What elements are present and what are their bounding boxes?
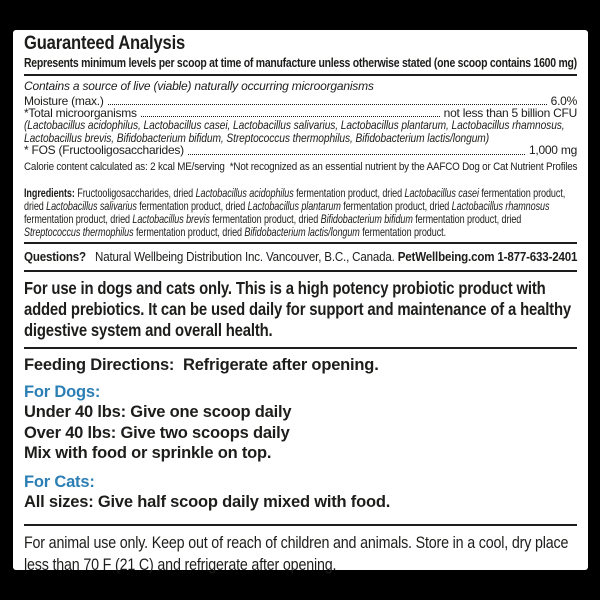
text-segment: PetWellbeing.com 1-877-633-2401 [397,249,578,265]
microorganism-species-list: (Lactobacillus acidophilus, Lactobacillus casei, Lactobacillus salivarius, Lactobacillus plantarum, Lactobacillus rhamnosus, Lactobacillus brevis, Bifidobacterium bifidum, Streptococcus thermophilus, Bifidobacterium lactis/longum) [24,118,565,145]
text-segment: Lactobacillus casei [404,186,479,200]
product-label-panel [13,30,588,574]
guaranteed-analysis-title: Guaranteed Analysis [24,32,186,54]
text-segment: Lactobacillus acidophilus [195,186,294,200]
cats-direction-line: All sizes: Give half scoop daily mixed with food. [24,493,391,512]
for-dogs-heading: For Dogs: [24,383,101,402]
dot-leader [188,154,525,155]
usage-statement: For use in dogs and cats only. This is a high potency probiotic product with added prebiotics. It can be used daily for support and maintenance of a healthy digestive system and overall health. [24,277,571,340]
text-segment: Questions? [24,249,86,265]
divider-above-storage [24,524,577,526]
dogs-direction-line: Under 40 lbs: Give one scoop daily [24,403,292,422]
storage-caution-statement: For animal use only. Keep out of reach of children and animals. Store in a cool, dry place less than 70 F (21 C) and refrigerate after opening. [24,533,569,574]
feeding-directions-heading: Feeding Directions: Refrigerate after opening. [24,355,379,374]
text-segment: fermentation product, dried [340,199,452,213]
contact-line-wrap [24,244,577,270]
text-segment: Fructooligosaccharides, dried [77,186,196,200]
analysis-row-label: * FOS (Fructooligosaccharides) [24,143,184,158]
dot-leader [141,116,440,117]
analysis-row-label: Moisture (max.) [24,93,104,108]
guaranteed-analysis-subtitle: Represents minimum levels per scoop at time of manufacture unless otherwise stated (one scoop contains 1600 mg) [24,56,577,70]
analysis-row-value: 1,000 mg [528,143,577,158]
text-segment: fermentation product, dried [209,212,321,226]
text-segment: Natural Wellbeing Distribution Inc. Vancouver, B.C., Canada. [85,249,398,265]
text-segment: Lactobacillus salivarius [46,199,137,213]
text-segment: Lactobacillus brevis [132,212,210,226]
cats-directions [24,492,577,513]
calorie-note-wrap [24,157,577,175]
analysis-row-fos [24,144,577,156]
contact-line [24,250,577,263]
text-segment: fermentation product, dried [136,199,248,213]
dogs-direction-line: Over 40 lbs: Give two scoops daily [24,423,290,442]
analysis-row-label: *Total microorganisms [24,106,137,120]
text-segment: fermentation product, dried [412,212,522,226]
analysis-intro-wrap [24,76,577,95]
text-segment: Ingredients: [24,186,78,200]
text-segment: fermentation product, dried [133,225,245,239]
text-segment: fermentation product, dried [24,186,566,213]
text-segment: Lactobacillus plantarum [247,199,341,213]
text-segment: Bifidobacterium lactis/longum [244,225,360,239]
divider-above-feeding [24,347,577,349]
for-cats-heading: For Cats: [24,473,95,492]
text-segment: fermentation product. [359,225,447,239]
analysis-intro-note: Contains a source of live (viable) naturally occurring microorganisms [24,78,374,93]
divider-below-contact [24,270,577,273]
analysis-row-value: not less than 5 billion CFU [443,106,577,120]
dogs-direction-line: Mix with food or sprinkle on top. [24,444,272,463]
calorie-content-note: Calorie content calculated as: 2 kcal ME/serving *Not recognized as an essential nutrient by the AAFCO Dog or Cat Nutrient Profiles [24,160,578,173]
text-segment: Bifidobacterium bifidum [320,212,413,226]
text-segment: fermentation product, dried [293,186,405,200]
guaranteed-analysis-subtitle-wrap [24,54,577,72]
text-segment: fermentation product, dried [24,212,133,226]
text-segment: Lactobacillus rhamnosus [451,199,550,213]
analysis-row-value: 6.0% [550,93,577,108]
text-segment: Streptococcus thermophilus [24,225,134,239]
dogs-directions [24,402,577,464]
ingredients-paragraph [24,187,576,239]
dot-leader [108,104,547,105]
